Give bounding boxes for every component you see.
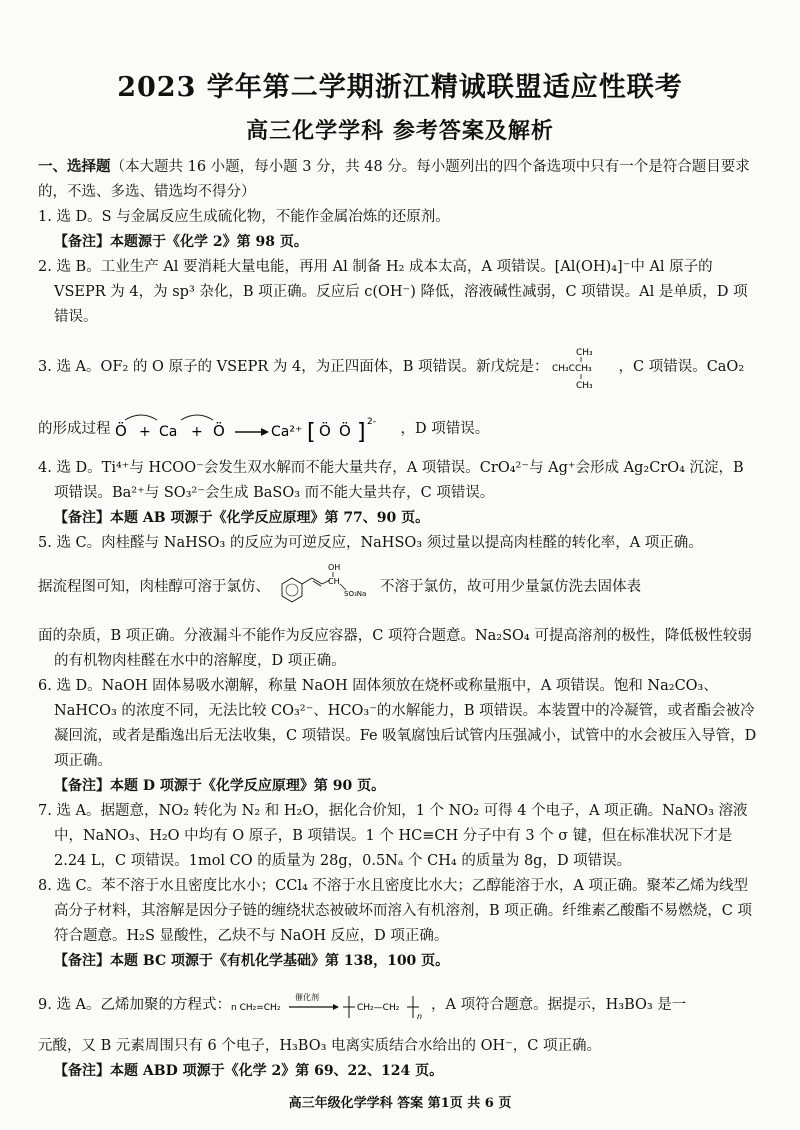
answer-3-text-d: ，D 项错误。: [400, 420, 490, 437]
electron-arrow-right: [181, 415, 213, 420]
eq-left: n CH₂=CH₂: [231, 1003, 281, 1013]
answer-7: 7. 选 A。据题意，NO₂ 转化为 N₂ 和 H₂O，据化合价知，1 个 NO₂ 可得 4 个电子，A 项正确。NaNO₃ 溶液中，NaNO₃、H₂O 中均有 O 原子，B 项错误。1 个 HC≡CH 分子中有 3 个 σ 键，但在标准状况下才是 2.24 L，C 项错误。1mol CO 的质量为 28g，0.5Nₐ 个 CH₄ 的质量为 8g，D 项错误。: [38, 803, 748, 869]
o-atom-right: Ö: [212, 422, 225, 440]
mol-oh: OH: [328, 563, 341, 572]
section-title: 一、选择题: [38, 158, 111, 175]
o-ion-1: Ö: [318, 422, 331, 440]
note-1: 【备注】本题源于《化学 2》第 98 页。: [54, 234, 308, 250]
o-atom-left: Ö: [114, 422, 127, 440]
sulfonate-adduct-structure: [270, 562, 380, 612]
answer-8: 8. 选 C。苯不溶于水且密度比水小；CCl₄ 不溶于水且密度比水大；乙醇能溶于水，A 项正确。聚苯乙烯为线型高分子材料，其溶解是因分子链的缠绕状态被破坏而溶入有机溶剂，B 项正确。纤维素乙酸酯不易燃烧，C 项符合题意。H₂S 显酸性，乙炔不与 NaOH 反应，D 项正确。: [38, 878, 752, 944]
o-ion-2: Ö: [338, 422, 351, 440]
eq-n: n: [417, 1012, 423, 1021]
neopentane-bottom: CH₃: [576, 381, 594, 390]
answer-9-text-c: 元酸，又 B 元素周围只有 6 个电子，H₃BO₃ 电离实质结合水给出的 OH⁻，C 项正确。: [38, 1038, 602, 1054]
answer-9-text-a: 9. 选 A。乙烯加聚的方程式：: [38, 996, 232, 1013]
page-subtitle: 高三化学学科 参考答案及解析: [246, 118, 554, 144]
note-9: 【备注】本题 ABD 项源于《化学 2》第 69、22、124 页。: [54, 1063, 444, 1079]
neopentane-top: CH₃: [576, 348, 594, 358]
note-8: 【备注】本题 BC 项源于《有机化学基础》第 138，100 页。: [54, 953, 450, 969]
page-footer: 高三年级化学学科 答案 第1页 共 6 页: [288, 1096, 512, 1111]
plus-sign-1: +: [138, 424, 151, 440]
answer-5-text-c: 不溶于氯仿，故可用少量氯仿洗去固体表: [380, 578, 641, 595]
answer-2: 2. 选 B。工业生产 Al 要消耗大量电能，再用 Al 制备 H₂ 成本太高，A 项错误。[Al(OH)₄]⁻中 Al 原子的 VSEPR 为 4，为 sp³ 杂化，B 项正确。反应后 c(OH⁻) 降低，溶液碱性减弱，C 项错误。Al 是单质，D 项错误。: [38, 259, 748, 325]
page-title: 2023 学年第二学期浙江精诚联盟适应性联考: [117, 72, 683, 103]
ca-atom: Ca: [158, 424, 177, 440]
answer-9: [38, 988, 762, 1084]
neopentane-structure: [548, 344, 618, 390]
answer-3-text-c: 的形成过程: [38, 420, 111, 437]
plus-sign-2: +: [190, 424, 203, 440]
eq-right: CH₂—CH₂: [357, 1003, 400, 1013]
answer-3-text-a: 3. 选 A。OF₂ 的 O 原子的 VSEPR 为 4，为正四面体，B 项错误。新戊烷是：: [38, 358, 549, 375]
answer-3: [38, 344, 762, 446]
cao2-formation-diagram: [111, 412, 401, 446]
mol-ch: CH: [328, 577, 340, 586]
answer-5-text-a: 5. 选 C。肉桂醛与 NaHSO₃ 的反应为可逆反应，NaHSO₃ 须过量以提高肉桂醛的转化率，A 项正确。: [38, 535, 703, 551]
svg-text:[: [: [306, 420, 316, 445]
answer-5-text-d: 面的杂质，B 项正确。分液漏斗不能作为反应容器，C 项符合题意。Na₂SO₄ 可提高溶剂的极性，降低极性较弱的有机物肉桂醛在水中的溶解度，D 项正确。: [38, 628, 752, 669]
ca-ion: Ca²⁺: [270, 424, 302, 440]
mol-so3na: SO₃Na: [344, 590, 367, 598]
eq-catalyst: 催化剂: [295, 993, 320, 1002]
section-heading: [38, 154, 762, 205]
section-description: （本大题共 16 小题，每小题 3 分，共 48 分。每小题列出的四个备选项中只有一个是符合题目要求的，不选、多选、错选均不得分）: [38, 159, 750, 200]
note-4: 【备注】本题 AB 项源于《化学反应原理》第 77、90 页。: [54, 510, 430, 526]
answer-4: 4. 选 D。Ti⁴⁺与 HCOO⁻会发生双水解而不能大量共存，A 项错误。CrO₄²⁻与 Ag⁺会形成 Ag₂CrO₄ 沉淀，B 项错误。Ba²⁺与 SO₃²⁻会生成 BaSO₃ 而不能大量共存，C 项错误。: [38, 460, 744, 501]
note-6: 【备注】本题 D 项源于《化学反应原理》第 90 页。: [54, 778, 386, 794]
benzene-ring: [282, 578, 302, 602]
answer-9-text-b: ，A 项符合题意。据提示，H₃BO₃ 是一: [431, 996, 687, 1013]
answer-3-text-b: ，C 项错误。CaO₂: [618, 358, 745, 375]
electron-arrow-left: [125, 415, 157, 420]
answer-6: 6. 选 D。NaOH 固体易吸水潮解，称量 NaOH 固体须放在烧杯或称量瓶中，A 项错误。饱和 Na₂CO₃、NaHCO₃ 的浓度不同，无法比较 CO₃²⁻、HCO₃⁻的水解能力，B 项错误。本装置中的冷凝管，或者酯会被冷凝回流，或者是酯逸出后无法收集，C 项错误。Fe 吸氧腐蚀后试管内压强减小，试管中的水会被压入导管，D 项正确。: [38, 678, 757, 769]
answer-5-text-b: 据流程图可知，肉桂醇可溶于氯仿、: [38, 578, 270, 595]
ion-charge: 2-: [366, 417, 376, 427]
answer-5: [38, 531, 762, 674]
svg-text:]: ]: [356, 420, 366, 445]
neopentane-mid: CH₃CCH₃: [552, 364, 593, 374]
answer-1: 1. 选 D。S 与金属反应生成硫化物，不能作金属冶炼的还原剂。: [38, 209, 450, 225]
polymerization-equation: [231, 988, 431, 1022]
